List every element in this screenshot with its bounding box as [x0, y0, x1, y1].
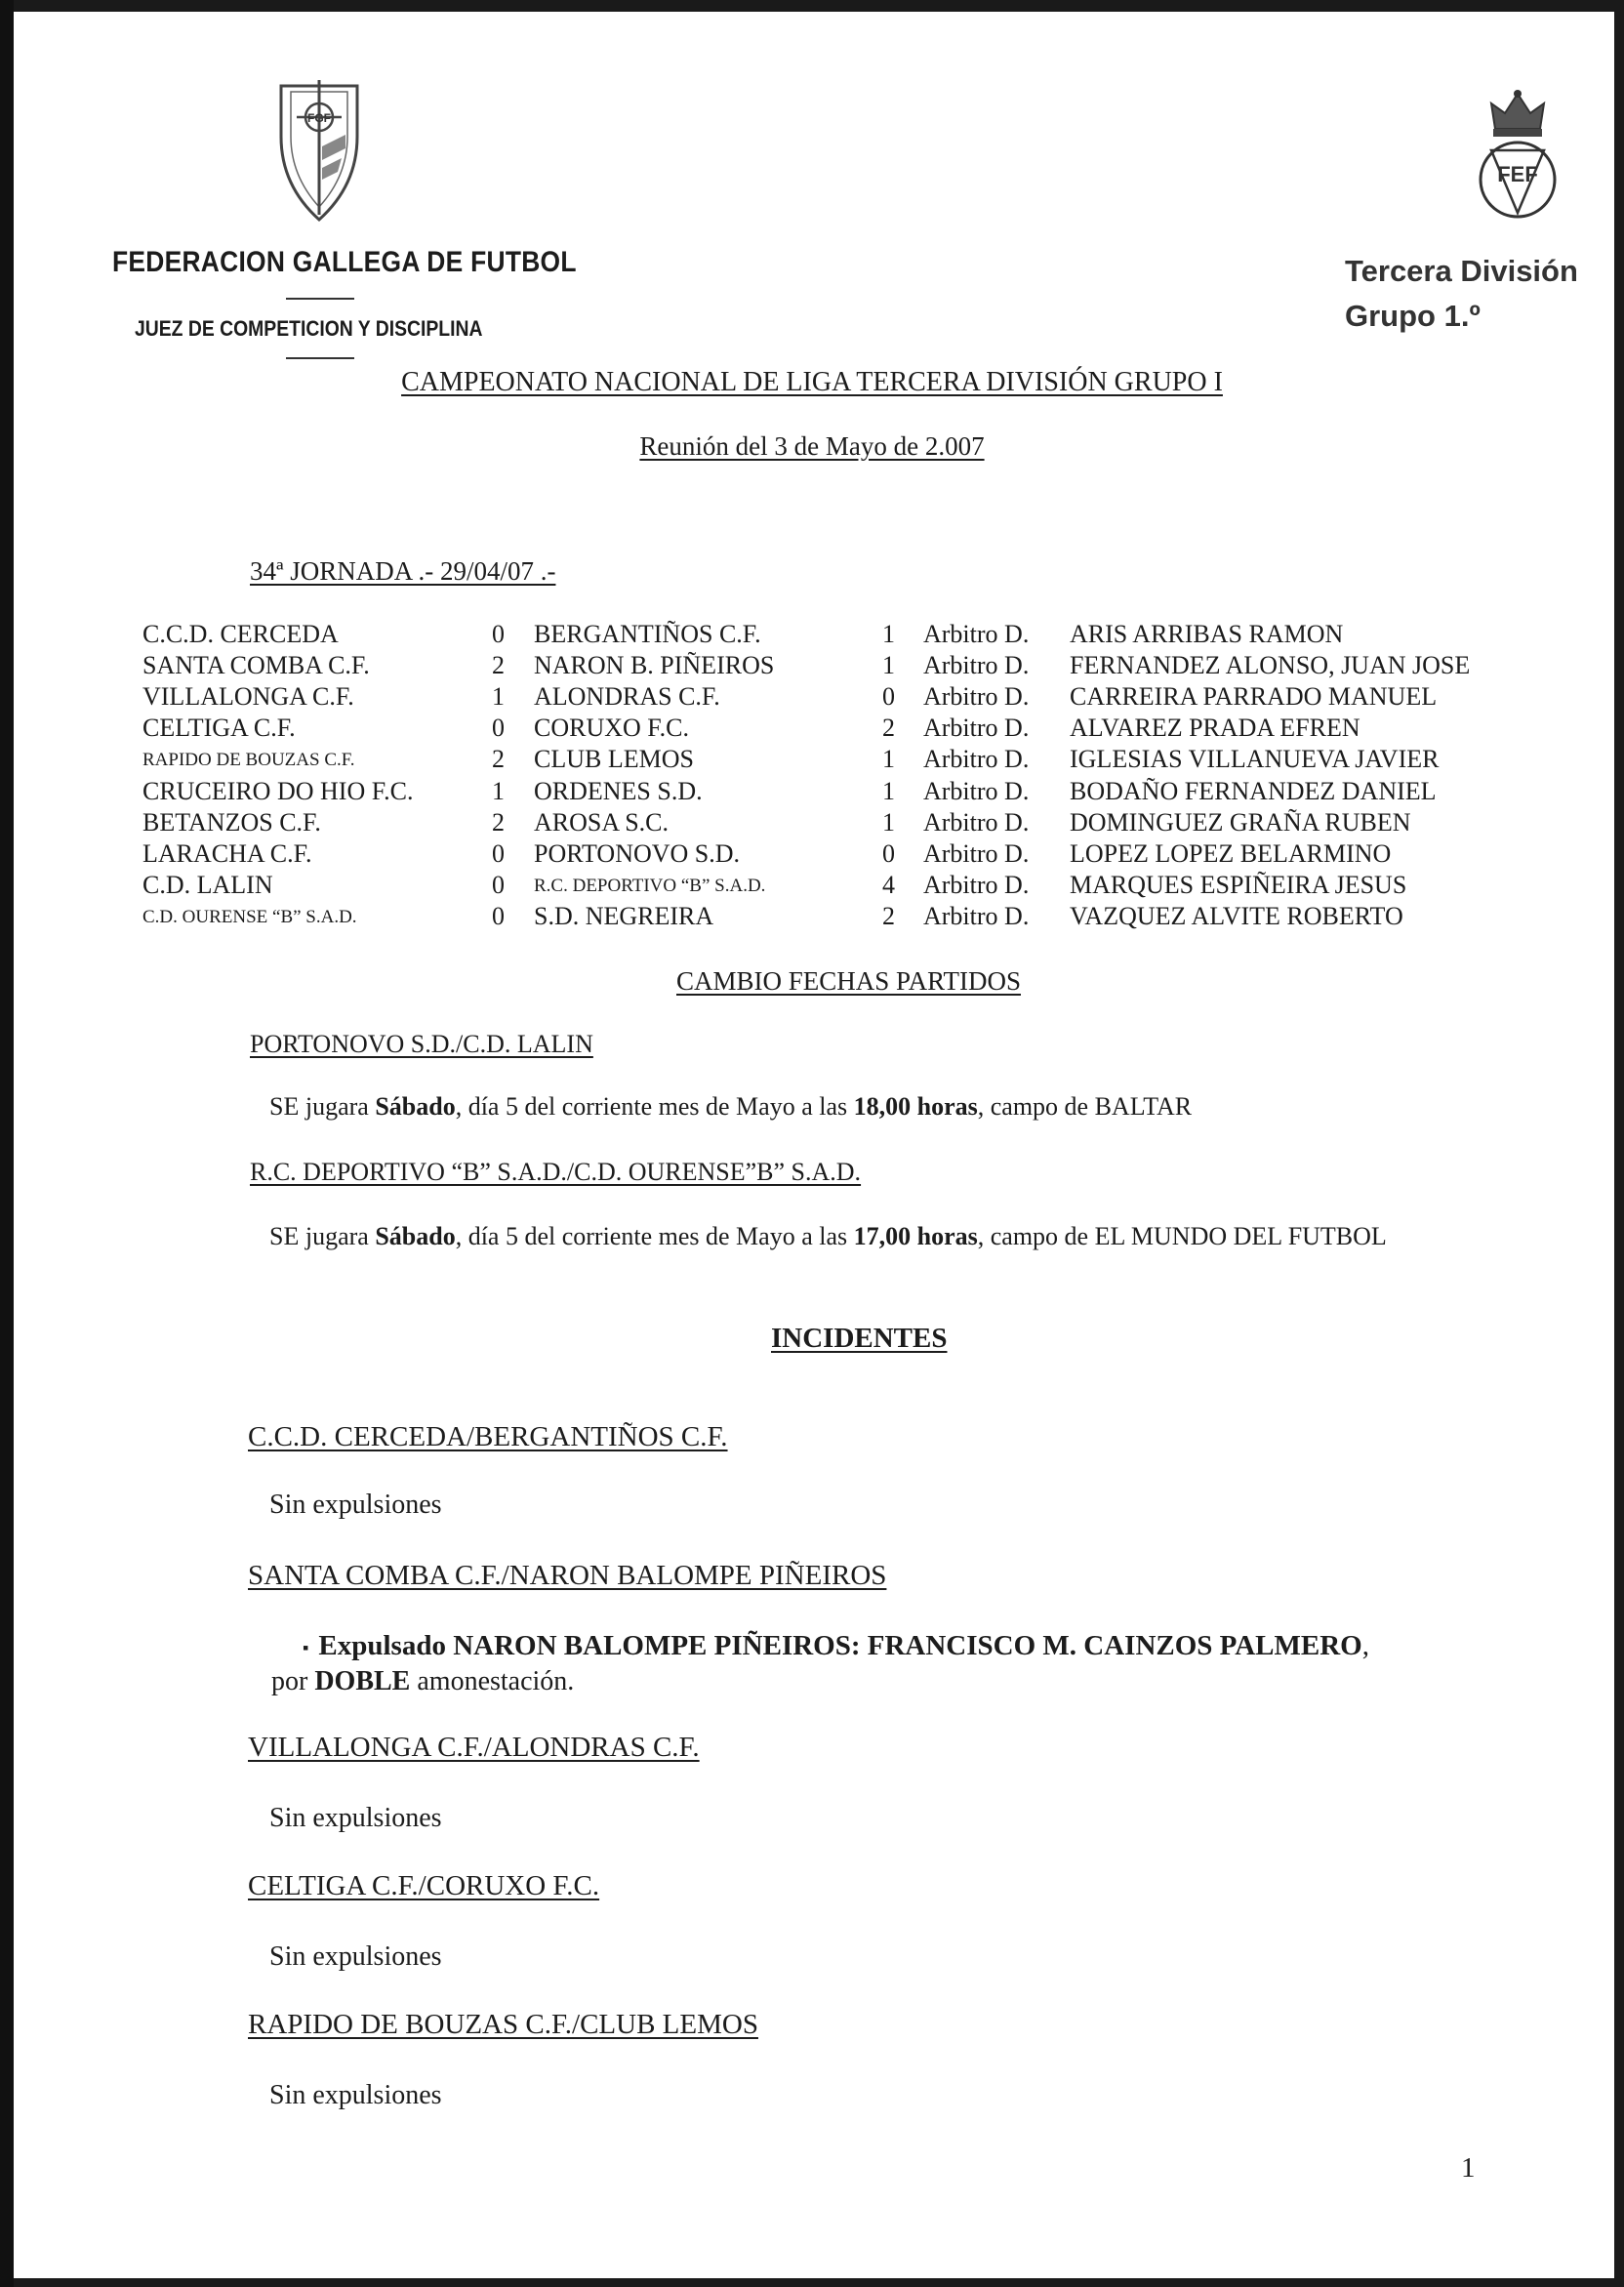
home-goals: 0 — [492, 620, 505, 648]
text: SE jugara — [269, 1222, 376, 1250]
away-team: AROSA S.C. — [534, 808, 669, 837]
expulsion-line — [303, 1630, 1369, 1662]
incident-match: CELTIGA C.F./CORUXO F.C. — [248, 1870, 600, 1901]
match-row — [0, 620, 1624, 651]
divider — [286, 298, 354, 300]
home-team: VILLALONGA C.F. — [142, 682, 354, 711]
text: , campo de EL MUNDO DEL FUTBOL — [977, 1222, 1387, 1250]
incident-match: SANTA COMBA C.F./NARON BALOMPE PIÑEIROS — [248, 1560, 887, 1591]
away-goals: 2 — [882, 902, 895, 930]
home-goals: 2 — [492, 808, 505, 837]
expulsion-reason — [271, 1666, 574, 1697]
incidents-heading: INCIDENTES — [771, 1323, 948, 1354]
away-team: CORUXO F.C. — [534, 714, 690, 742]
away-goals: 1 — [882, 620, 895, 648]
referee-name: BODAÑO FERNANDEZ DANIEL — [1070, 777, 1437, 805]
referee-label: Arbitro D. — [923, 682, 1030, 711]
rfef-crest-logo — [1474, 86, 1562, 219]
group-line: Grupo 1.º — [1345, 299, 1481, 333]
away-team: PORTONOVO S.D. — [534, 839, 741, 868]
referee-label: Arbitro D. — [923, 808, 1030, 837]
text: amonestación. — [410, 1666, 575, 1696]
bullet-icon: ▪ — [303, 1637, 309, 1657]
home-goals: 0 — [492, 871, 505, 899]
referee-name: DOMINGUEZ GRAÑA RUBEN — [1070, 808, 1411, 837]
home-team: BETANZOS C.F. — [142, 808, 321, 837]
home-team: CRUCEIRO DO HIO F.C. — [142, 777, 414, 805]
away-team: BERGANTIÑOS C.F. — [534, 620, 761, 648]
incident-text: Sin expulsiones — [269, 2080, 442, 2110]
referee-name: LOPEZ LOPEZ BELARMINO — [1070, 839, 1392, 868]
referee-name: IGLESIAS VILLANUEVA JAVIER — [1070, 745, 1440, 773]
away-goals: 2 — [882, 714, 895, 742]
away-goals: 1 — [882, 777, 895, 805]
referee-name: CARREIRA PARRADO MANUEL — [1070, 682, 1438, 711]
away-goals: 4 — [882, 871, 895, 899]
time: 17,00 horas — [853, 1222, 978, 1250]
date-change-match: PORTONOVO S.D./C.D. LALIN — [250, 1030, 593, 1058]
home-goals: 2 — [492, 651, 505, 679]
referee-name: VAZQUEZ ALVITE ROBERTO — [1070, 902, 1403, 930]
referee-name: FERNANDEZ ALONSO, JUAN JOSE — [1070, 651, 1471, 679]
incident-text: Sin expulsiones — [269, 1941, 442, 1972]
document-title: CAMPEONATO NACIONAL DE LIGA TERCERA DIVISIÓN GRUPO I — [401, 367, 1223, 397]
match-row — [0, 682, 1624, 714]
away-goals: 0 — [882, 682, 895, 711]
away-team: NARON B. PIÑEIROS — [534, 651, 775, 679]
home-goals: 0 — [492, 839, 505, 868]
division-title — [1345, 249, 1578, 339]
referee-label: Arbitro D. — [923, 871, 1030, 899]
text: , — [1361, 1630, 1369, 1661]
expulsion-detail: Expulsado NARON BALOMPE PIÑEIROS: FRANCISCO M. CAINZOS PALMERO — [318, 1630, 1362, 1661]
home-goals: 1 — [492, 682, 505, 711]
referee-label: Arbitro D. — [923, 777, 1030, 805]
divider — [286, 357, 354, 359]
date-changes-heading: CAMBIO FECHAS PARTIDOS — [676, 966, 1021, 996]
meeting-date: Reunión del 3 de Mayo de 2.007 — [639, 431, 985, 461]
match-row — [0, 902, 1624, 933]
date-change-text — [269, 1222, 1387, 1251]
away-team: CLUB LEMOS — [534, 745, 694, 773]
text: SE jugara — [269, 1092, 376, 1121]
day: Sábado — [375, 1092, 456, 1121]
match-row — [0, 651, 1624, 682]
home-team: CELTIGA C.F. — [142, 714, 296, 742]
text: , día 5 del corriente mes de Mayo a las — [455, 1092, 854, 1121]
date-change-text — [269, 1092, 1192, 1122]
referee-label: Arbitro D. — [923, 620, 1030, 648]
match-row — [0, 777, 1624, 808]
home-team: RAPIDO DE BOUZAS C.F. — [142, 750, 355, 770]
home-team: C.D. LALIN — [142, 871, 273, 899]
away-team: ALONDRAS C.F. — [534, 682, 720, 711]
home-goals: 0 — [492, 902, 505, 930]
home-team: SANTA COMBA C.F. — [142, 651, 370, 679]
referee-label: Arbitro D. — [923, 745, 1030, 773]
away-team: R.C. DEPORTIVO “B” S.A.D. — [534, 876, 766, 896]
home-goals: 1 — [492, 777, 505, 805]
referee-label: Arbitro D. — [923, 902, 1030, 930]
page-number: 1 — [1461, 2152, 1476, 2184]
away-goals: 0 — [882, 839, 895, 868]
match-row — [0, 839, 1624, 871]
match-row — [0, 745, 1624, 776]
away-goals: 1 — [882, 651, 895, 679]
home-goals: 2 — [492, 745, 505, 773]
home-team: C.D. OURENSE “B” S.A.D. — [142, 907, 357, 927]
incident-match: VILLALONGA C.F./ALONDRAS C.F. — [248, 1732, 700, 1763]
home-goals: 0 — [492, 714, 505, 742]
incident-match: RAPIDO DE BOUZAS C.F./CLUB LEMOS — [248, 2009, 758, 2040]
incident-text: Sin expulsiones — [269, 1803, 442, 1833]
incident-match: C.C.D. CERCEDA/BERGANTIÑOS C.F. — [248, 1421, 728, 1452]
away-team: ORDENES S.D. — [534, 777, 703, 805]
federation-name: FEDERACION GALLEGA DE FUTBOL — [112, 246, 577, 278]
referee-label: Arbitro D. — [923, 651, 1030, 679]
match-row — [0, 871, 1624, 902]
away-goals: 1 — [882, 808, 895, 837]
fgf-logo-letters: FGF — [307, 111, 331, 125]
away-team: S.D. NEGREIRA — [534, 902, 714, 930]
date-change-match: R.C. DEPORTIVO “B” S.A.D./C.D. OURENSE”B” S.A.D. — [250, 1158, 862, 1186]
text: , día 5 del corriente mes de Mayo a las — [455, 1222, 854, 1250]
document-page — [14, 12, 1614, 2278]
referee-label: Arbitro D. — [923, 714, 1030, 742]
referee-label: Arbitro D. — [923, 839, 1030, 868]
federation-subtitle: JUEZ DE COMPETICION Y DISCIPLINA — [135, 316, 483, 341]
rfef-logo-letters: FEF — [1497, 162, 1538, 186]
scan-edge — [0, 0, 14, 2287]
away-goals: 1 — [882, 745, 895, 773]
fgf-shield-logo — [275, 78, 363, 223]
match-row — [0, 714, 1624, 745]
time: 18,00 horas — [853, 1092, 978, 1121]
round-heading: 34ª JORNADA .- 29/04/07 .- — [250, 556, 556, 586]
home-team: LARACHA C.F. — [142, 839, 312, 868]
referee-name: ARIS ARRIBAS RAMON — [1070, 620, 1344, 648]
incident-text: Sin expulsiones — [269, 1490, 442, 1520]
division-line: Tercera División — [1345, 254, 1578, 288]
text: por — [271, 1666, 315, 1696]
reason: DOBLE — [314, 1666, 411, 1696]
referee-name: ALVAREZ PRADA EFREN — [1070, 714, 1360, 742]
day: Sábado — [375, 1222, 456, 1250]
match-row — [0, 808, 1624, 839]
text: , campo de BALTAR — [977, 1092, 1193, 1121]
home-team: C.C.D. CERCEDA — [142, 620, 339, 648]
referee-name: MARQUES ESPIÑEIRA JESUS — [1070, 871, 1407, 899]
